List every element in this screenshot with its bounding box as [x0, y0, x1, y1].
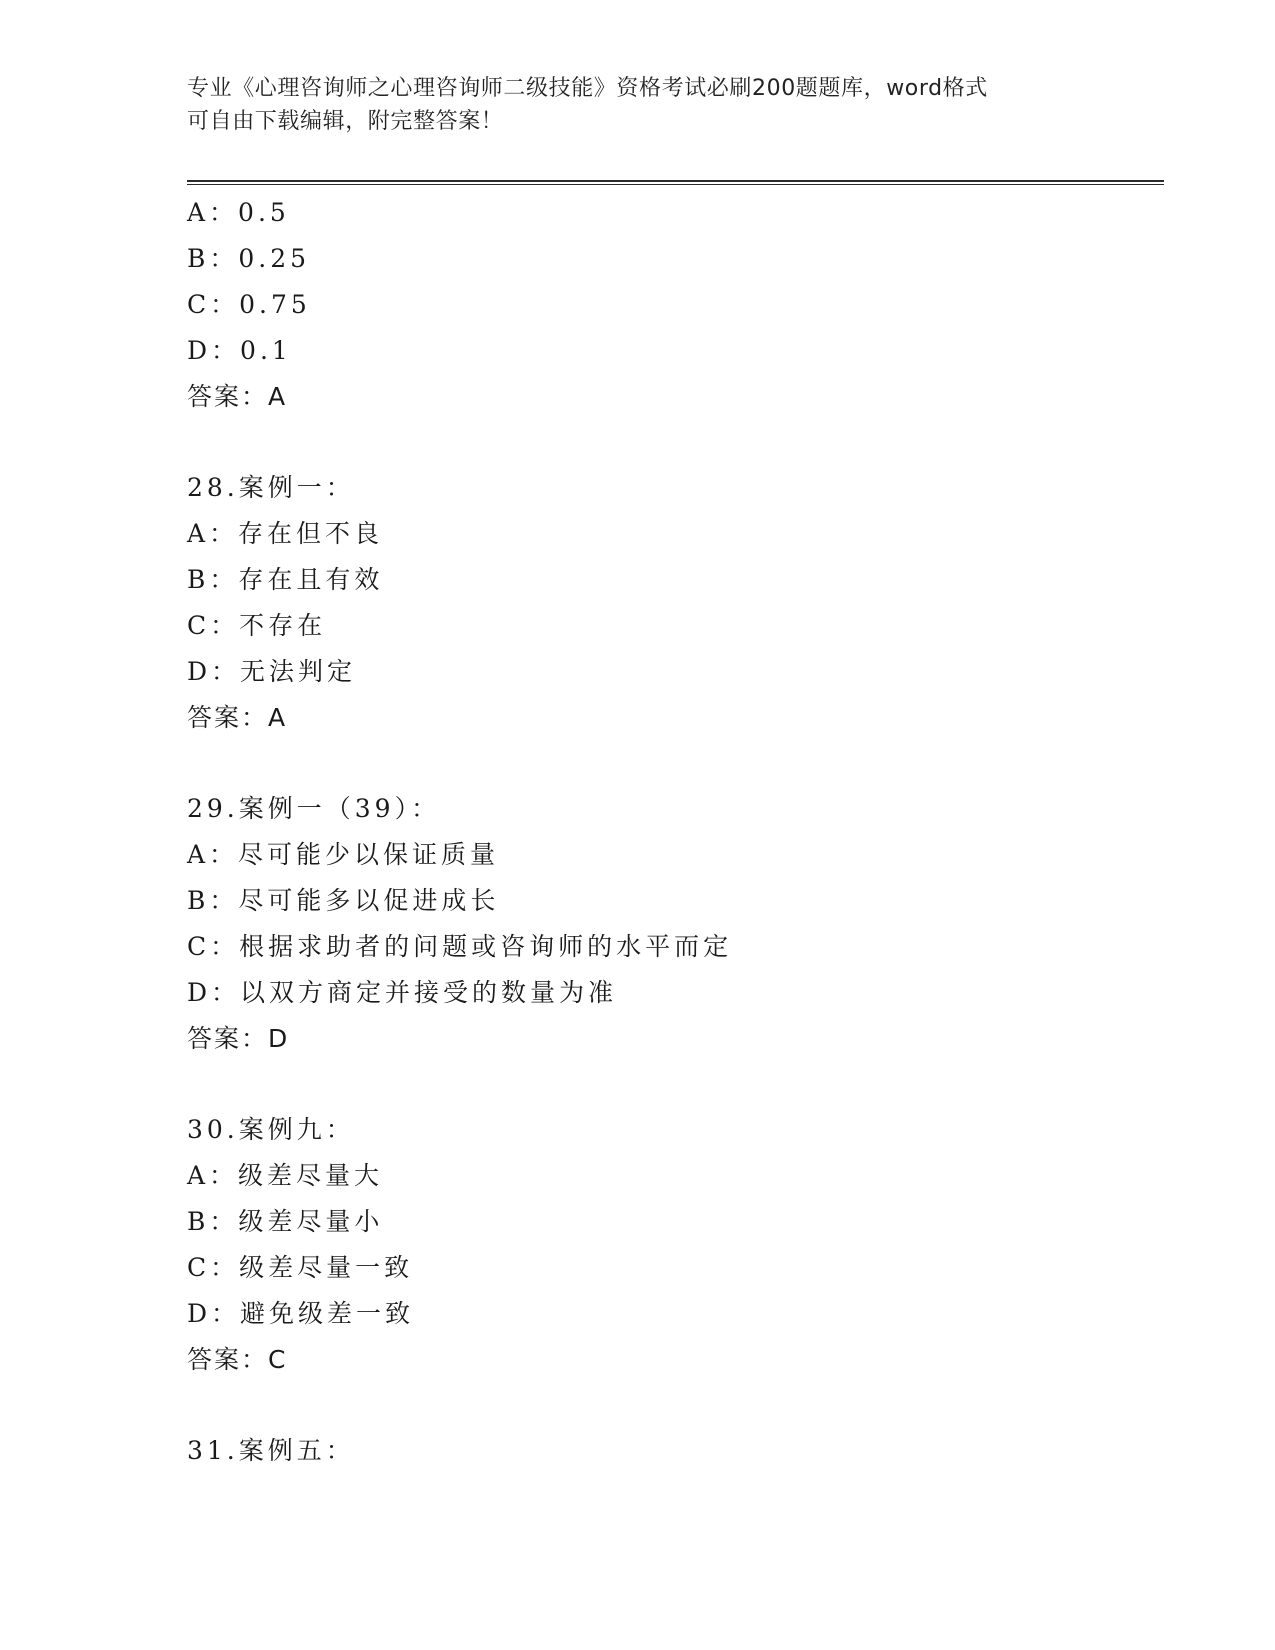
question-list: [187, 190, 1137, 1474]
option-c: C：根据求助者的问题或咨询师的水平而定: [187, 932, 733, 961]
question-31: [187, 1428, 1137, 1474]
answer-line: 答案：C: [187, 1345, 288, 1374]
option-c: C：不存在: [187, 611, 327, 640]
option-b: B：尽可能多以促进成长: [187, 886, 500, 915]
answer-line: 答案：A: [187, 382, 288, 411]
option-b: B：0.25: [187, 244, 311, 273]
option-d: D：避免级差一致: [187, 1299, 415, 1328]
option-c: C：级差尽量一致: [187, 1253, 414, 1282]
answer-line: 答案：D: [187, 1024, 290, 1053]
header-divider-thin: [187, 184, 1164, 185]
option-a: A：存在但不良: [187, 519, 384, 548]
question-27-continued: [187, 190, 1137, 420]
option-d: D：无法判定: [187, 657, 357, 686]
question-title: 29.案例一（39）：: [187, 794, 441, 823]
option-a: A：尽可能少以保证质量: [187, 840, 500, 869]
option-b: B：存在且有效: [187, 565, 384, 594]
answer-line: 答案：A: [187, 703, 288, 732]
question-title: 28.案例一：: [187, 473, 355, 502]
option-c: C：0.75: [187, 290, 311, 319]
header-line-2: 可自由下载编辑，附完整答案！: [187, 109, 504, 134]
question-title: 31.案例五：: [187, 1436, 355, 1465]
option-b: B：级差尽量小: [187, 1207, 384, 1236]
question-30: [187, 1107, 1137, 1383]
option-d: D：以双方商定并接受的数量为准: [187, 978, 618, 1007]
option-a: A：级差尽量大: [187, 1161, 384, 1190]
option-a: A：0.5: [187, 198, 290, 227]
option-d: D：0.1: [187, 336, 292, 365]
header-line-1: 专业《心理咨询师之心理咨询师二级技能》资格考试必刷200题题库，word格式: [187, 76, 988, 101]
question-28: [187, 465, 1137, 741]
question-title: 30.案例九：: [187, 1115, 355, 1144]
question-29: [187, 786, 1137, 1062]
header-divider-thick: [187, 180, 1164, 182]
document-header: [187, 72, 1087, 138]
